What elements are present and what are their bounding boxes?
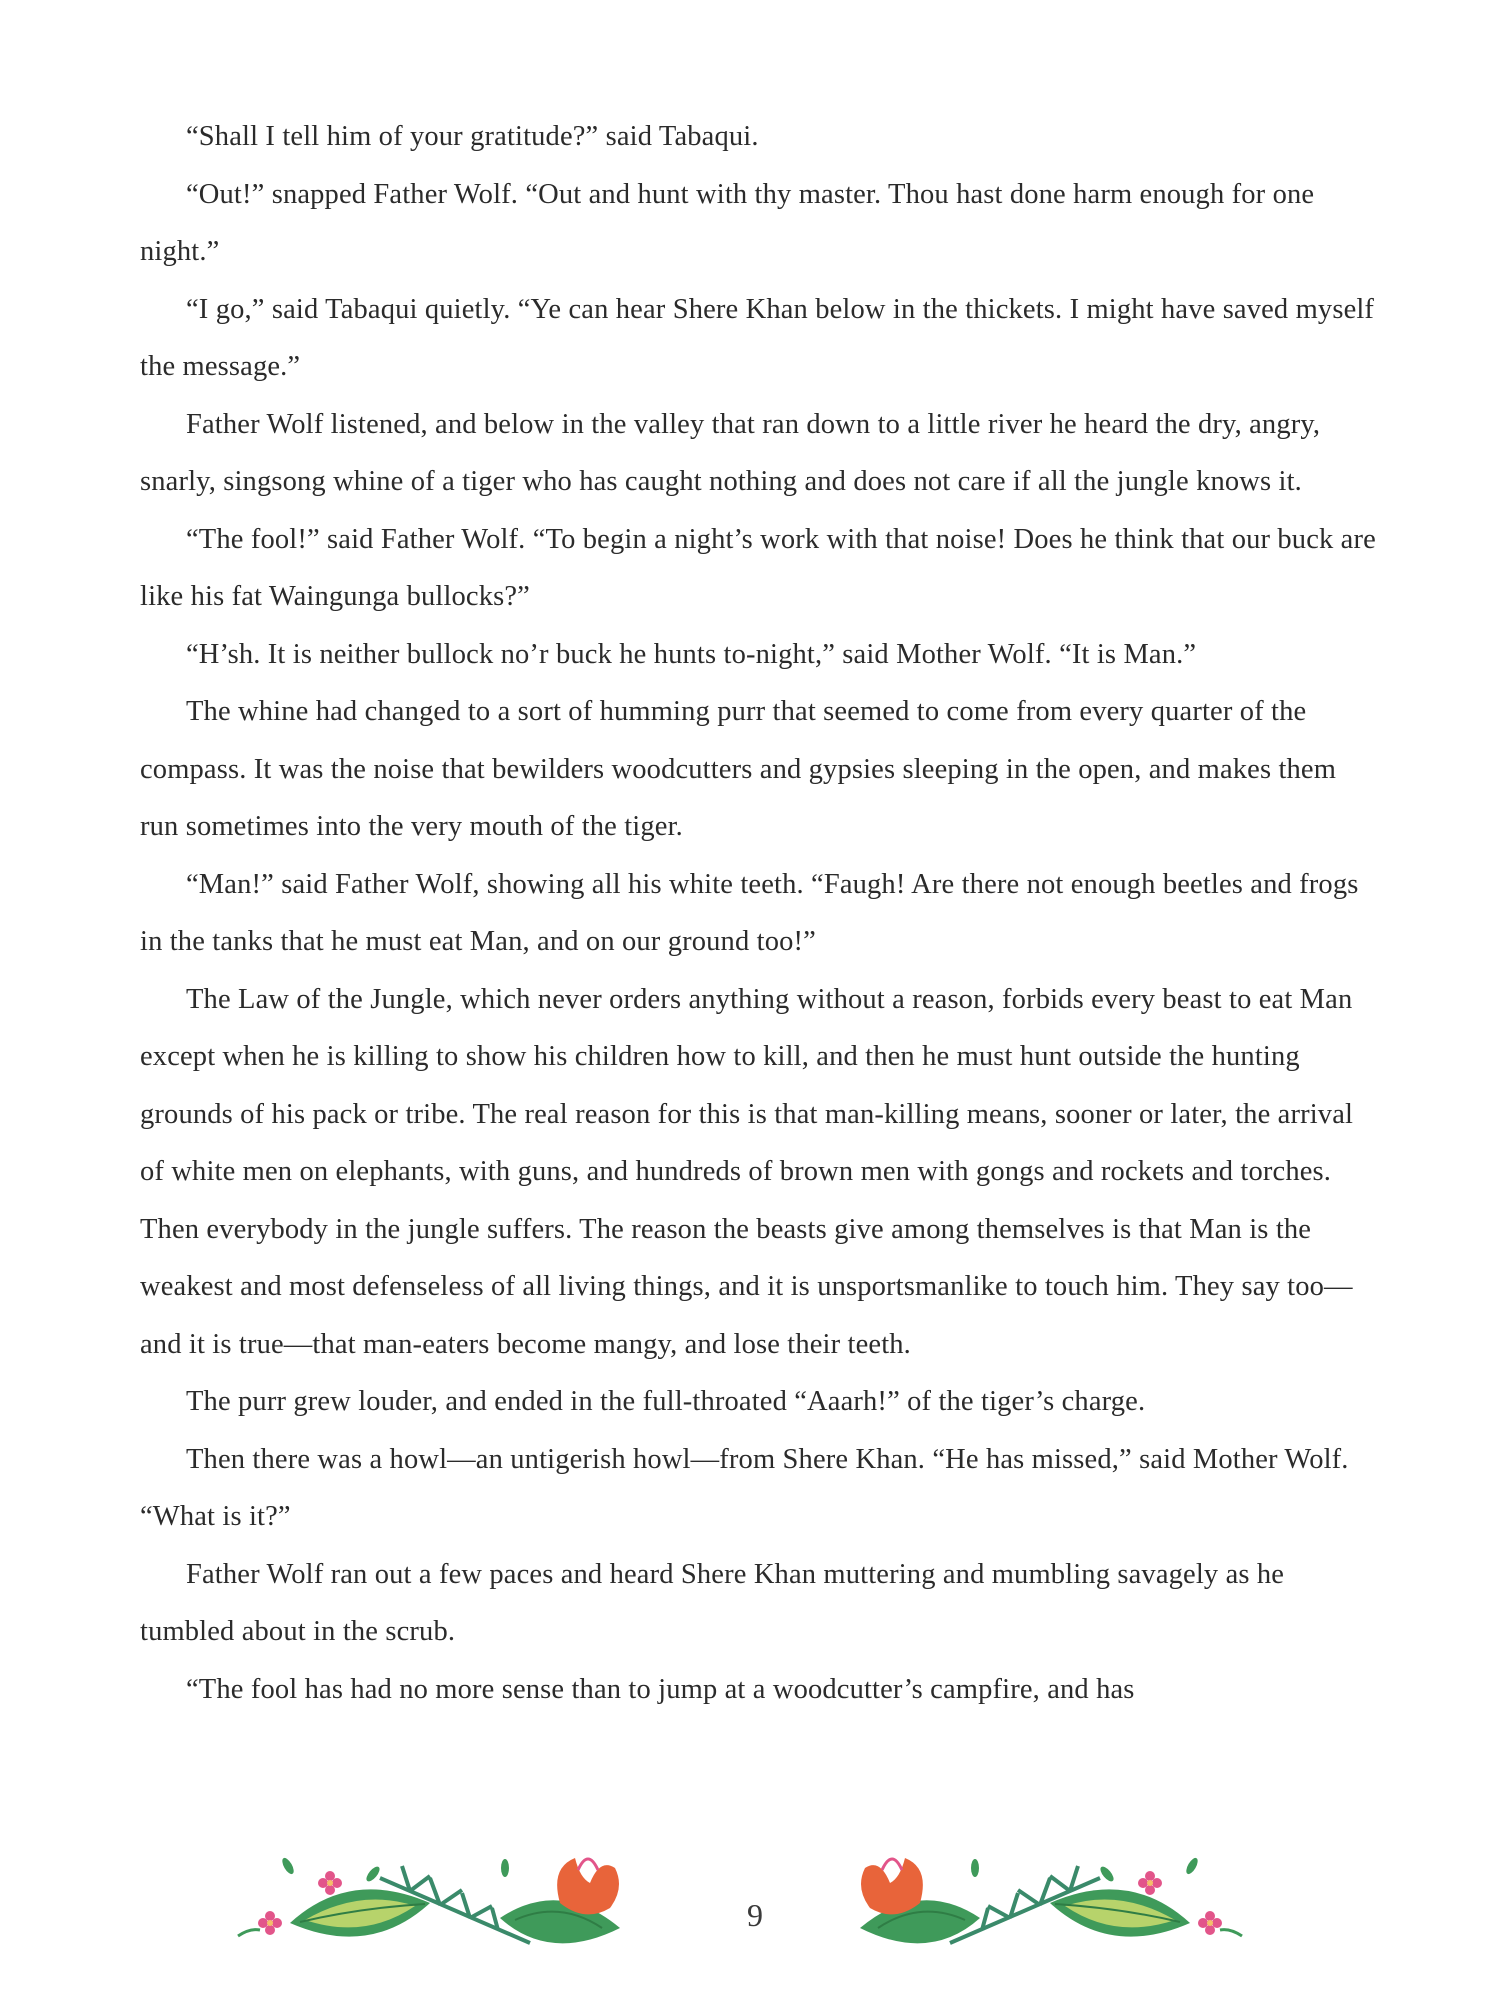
paragraph: The Law of the Jungle, which never orders anything without a reason, forbids every beast to eat Man except when he is killing to show his children how to kill, and then he must hunt outside the hunting grounds of his pack or tribe. The real reason for this is that man-killing means, sooner or later, the arrival of white men on elephants, with guns, and hundreds of brown men with gongs and rockets and torches. Then everybody in the jungle suffers. The reason the beasts give among themselves is that Man is the weakest and most defenseless of all living things, and it is unsportsmanlike to touch him. They say too—and it is true—that man-eaters become mangy, and lose their teeth. [140, 983, 1354, 1360]
paragraph: “Shall I tell him of your gratitude?” said Tabaqui. [186, 121, 759, 152]
paragraph: “The fool has had no more sense than to jump at a woodcutter’s campfire, and has [186, 1673, 1135, 1705]
body-text [140, 108, 1380, 1718]
floral-ornament-right-icon [830, 1848, 1250, 1958]
paragraph: Father Wolf ran out a few paces and heard Shere Khan muttering and mumbling savagely as he tumbled about in the scrub. [140, 1558, 1285, 1647]
paragraph: “H’sh. It is neither bullock no’r buck he hunts to-night,” said Mother Wolf. “It is Man.” [186, 638, 1197, 670]
paragraph: “Out!” snapped Father Wolf. “Out and hunt with thy master. Thou hast done harm enough for one night.” [140, 178, 1315, 267]
paragraph: “I go,” said Tabaqui quietly. “Ye can hear Shere Khan below in the thickets. I might have saved myself the message.” [140, 293, 1375, 382]
paragraph: The purr grew louder, and ended in the full-throated “Aaarh!” of the tiger’s charge. [186, 1386, 1146, 1417]
paragraph: “Man!” said Father Wolf, showing all his white teeth. “Faugh! Are there not enough beetles and frogs in the tanks that he must eat Man, and on our ground too!” [140, 868, 1359, 957]
floral-ornament-left-icon [230, 1848, 650, 1958]
paragraph: Then there was a howl—an untigerish howl—from Shere Khan. “He has missed,” said Mother Wolf. “What is it?” [140, 1443, 1349, 1532]
paragraph: Father Wolf listened, and below in the valley that ran down to a little river he heard the dry, angry, snarly, singsong whine of a tiger who has caught nothing and does not care if all the jungle knows it. [140, 408, 1321, 497]
paragraph: “The fool!” said Father Wolf. “To begin a night’s work with that noise! Does he think that our buck are like his fat Waingunga bullocks?” [140, 523, 1376, 612]
page-number: 9 [747, 1897, 763, 1933]
paragraph: The whine had changed to a sort of humming purr that seemed to come from every quarter of the compass. It was the noise that bewilders woodcutters and gypsies sleeping in the open, and makes them run sometimes into the very mouth of the tiger. [140, 696, 1337, 842]
